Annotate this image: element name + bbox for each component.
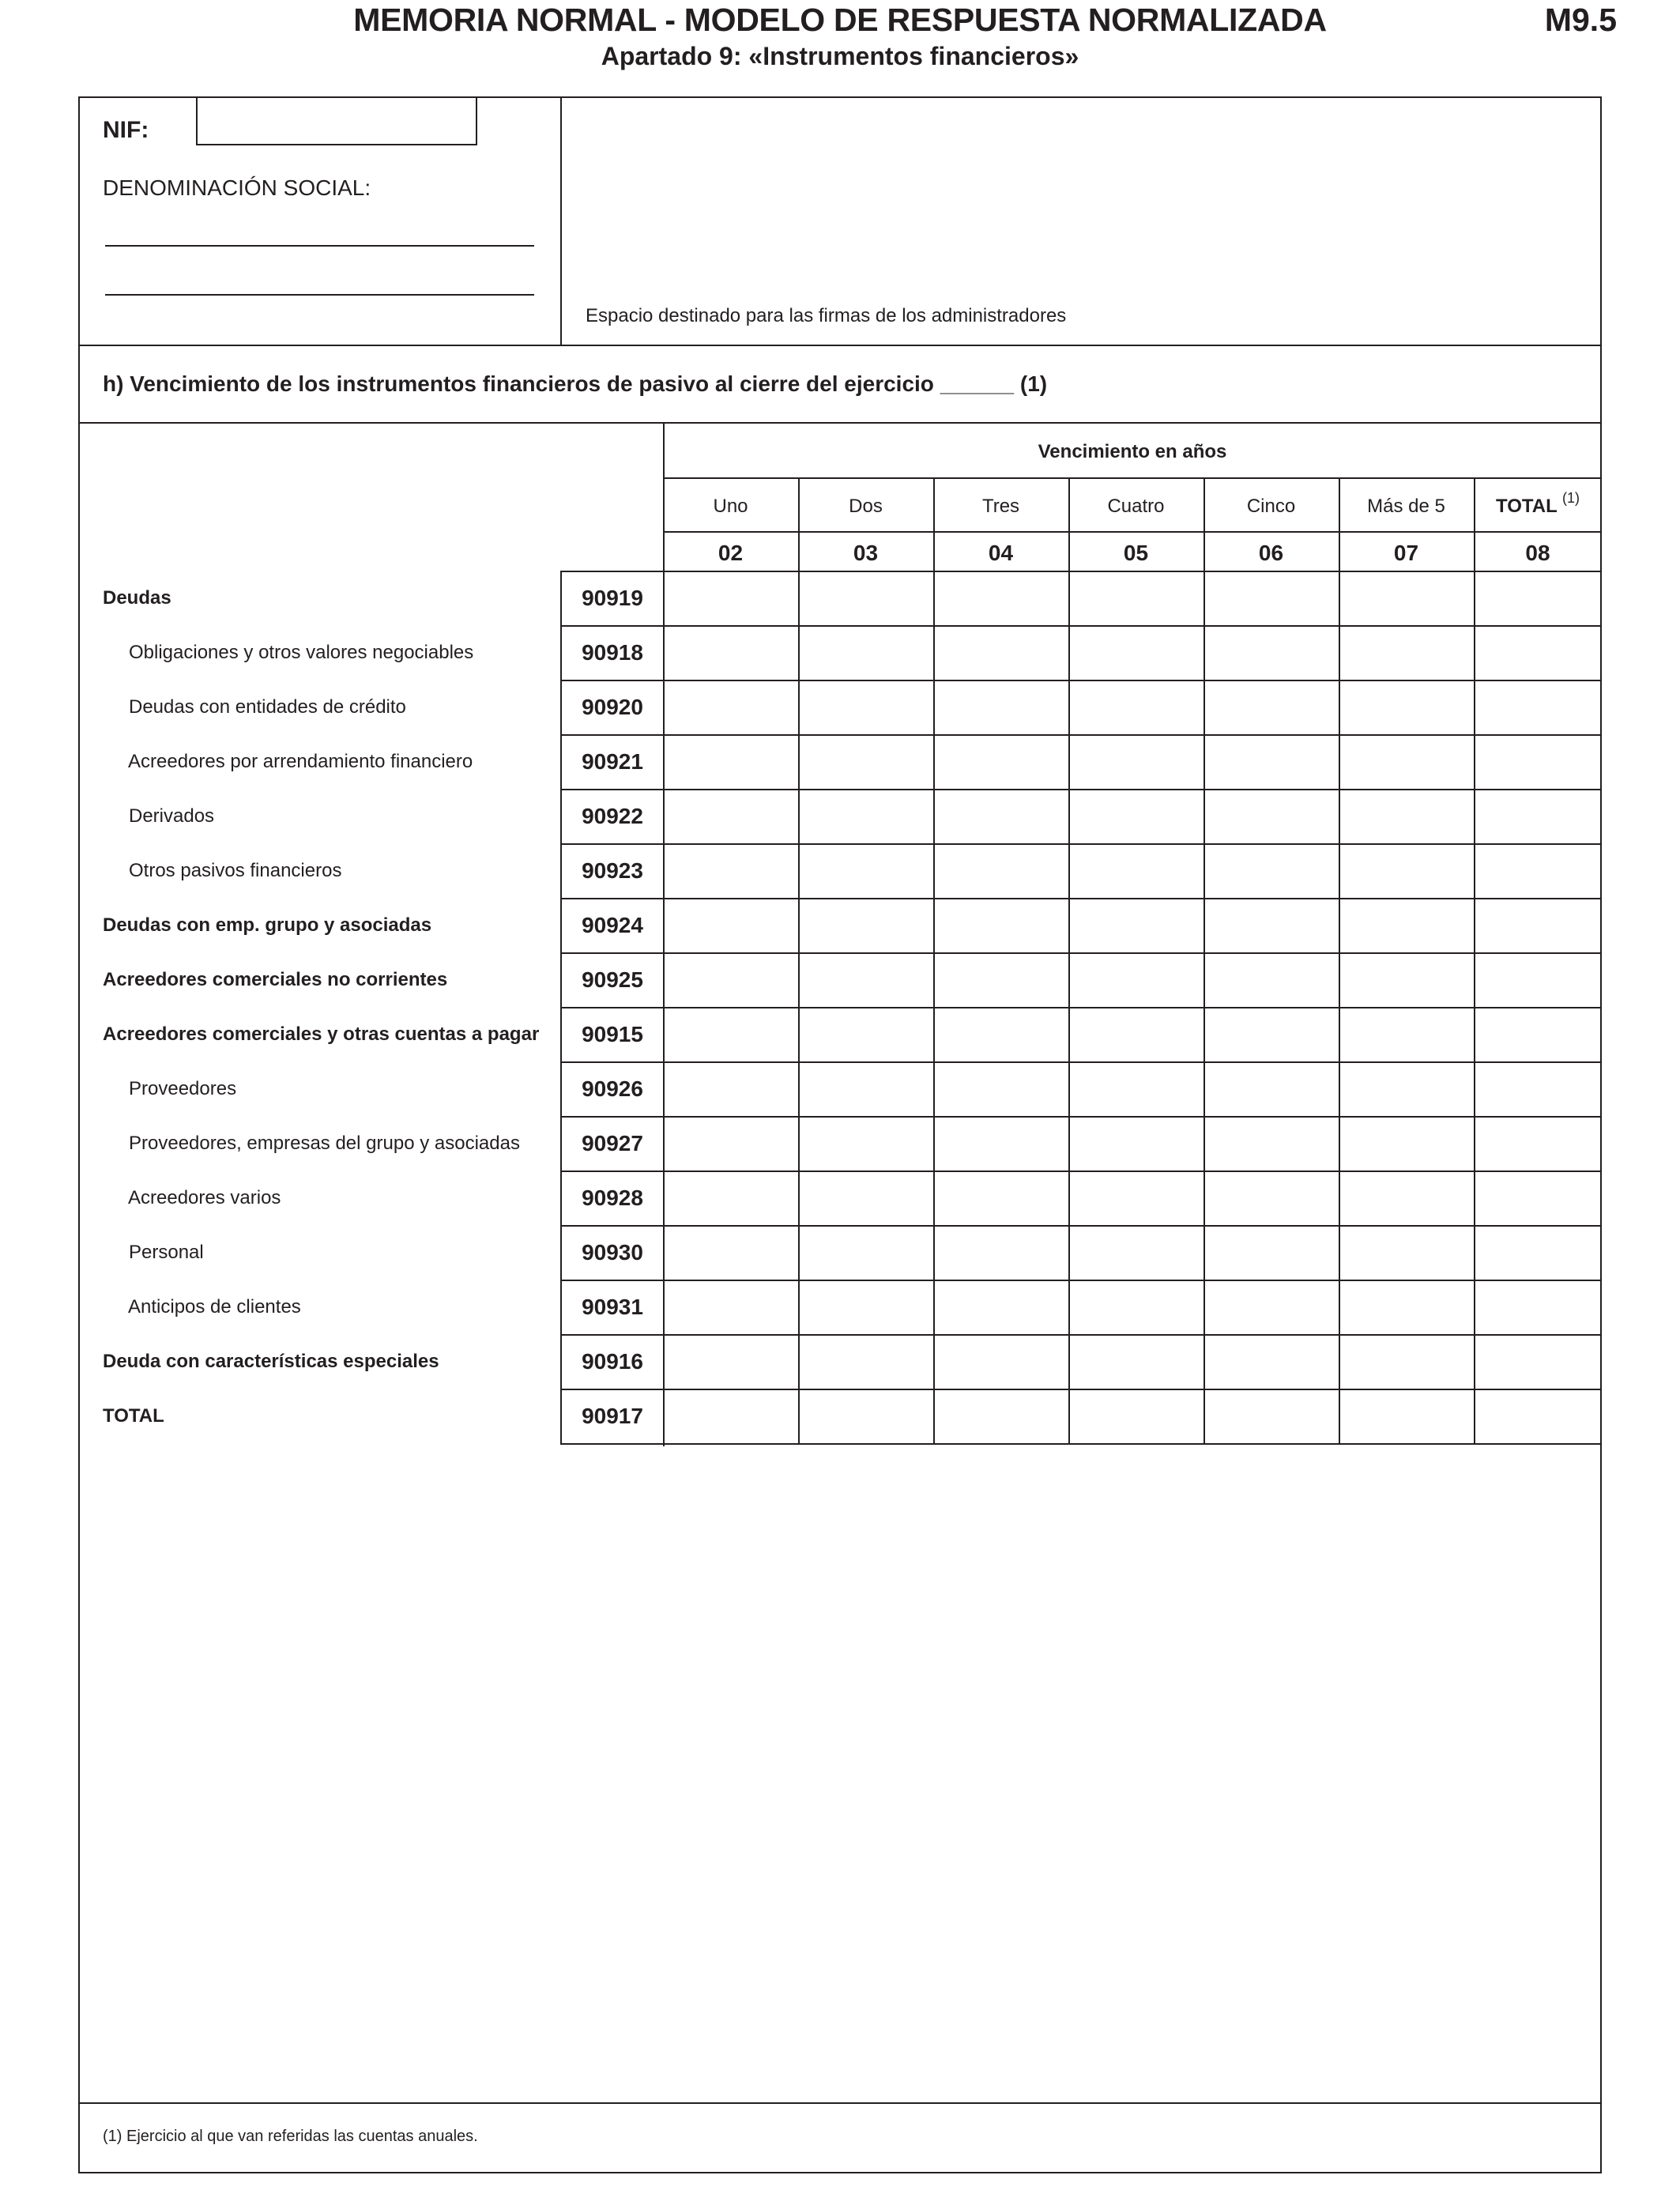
input-cell[interactable]	[798, 571, 933, 625]
nif-label: NIF:	[103, 117, 149, 143]
input-cell[interactable]	[1203, 789, 1339, 843]
nif-field[interactable]	[196, 96, 477, 145]
column-header-label: Más de 5	[1367, 496, 1445, 517]
input-cell[interactable]	[798, 680, 933, 734]
column-code: 07	[1393, 541, 1419, 565]
row-code: 90925	[582, 967, 643, 992]
row-code: 90919	[582, 586, 643, 610]
input-cell[interactable]	[1339, 1280, 1474, 1334]
row-label: Proveedores	[129, 1078, 237, 1099]
column-header-label: Dos	[849, 496, 883, 517]
input-cell[interactable]	[798, 843, 933, 898]
input-cell[interactable]	[933, 1116, 1068, 1171]
row-code: 90917	[582, 1404, 643, 1428]
denominacion-line-2[interactable]	[105, 294, 534, 296]
column-header-label: Tres	[981, 496, 1020, 517]
row-code: 90930	[582, 1240, 643, 1265]
input-cell[interactable]	[663, 1007, 798, 1061]
input-cell[interactable]	[798, 898, 933, 952]
input-cell[interactable]	[1068, 843, 1203, 898]
input-cell[interactable]	[1068, 680, 1203, 734]
document-subtitle: Apartado 9: «Instrumentos financieros»	[601, 42, 1079, 70]
row-label: Deudas	[103, 587, 171, 609]
input-cell[interactable]	[663, 1334, 798, 1389]
row-label: Obligaciones y otros valores negociables	[129, 642, 474, 663]
input-cell[interactable]	[1068, 571, 1203, 625]
input-cell[interactable]	[1474, 1007, 1602, 1061]
column-code: 02	[718, 541, 744, 565]
row-label: Deuda con características especiales	[103, 1351, 439, 1372]
input-cell[interactable]	[1068, 625, 1203, 680]
row-label: TOTAL	[103, 1405, 164, 1427]
row-label: Derivados	[129, 805, 215, 827]
input-cell[interactable]	[1339, 789, 1474, 843]
input-cell[interactable]	[1339, 1225, 1474, 1280]
input-cell[interactable]	[663, 898, 798, 952]
input-cell[interactable]	[1068, 789, 1203, 843]
vencimiento-header: Vencimiento en años	[1038, 441, 1227, 462]
row-label: Proveedores, empresas del grupo y asociadas	[129, 1133, 520, 1154]
input-cell[interactable]	[1474, 1389, 1602, 1443]
column-header	[1203, 477, 1339, 530]
column-header-note: (1)	[1562, 490, 1580, 506]
input-cell[interactable]	[1203, 1061, 1339, 1116]
input-cell[interactable]	[933, 680, 1068, 734]
row-label: Acreedores comerciales no corrientes	[103, 969, 448, 990]
input-cell[interactable]	[933, 734, 1068, 789]
input-cell[interactable]	[663, 1389, 798, 1443]
column-header	[933, 477, 1068, 530]
input-cell[interactable]	[1068, 1334, 1203, 1389]
row-code: 90922	[582, 804, 643, 828]
input-cell[interactable]	[933, 625, 1068, 680]
input-cell[interactable]	[798, 625, 933, 680]
input-cell[interactable]	[933, 1061, 1068, 1116]
input-cell[interactable]	[933, 1171, 1068, 1225]
input-cell[interactable]	[663, 571, 798, 625]
footnote-rule	[78, 2102, 1602, 2104]
input-cell[interactable]	[1203, 1007, 1339, 1061]
input-cell[interactable]	[1068, 952, 1203, 1007]
column-code: 06	[1258, 541, 1284, 565]
input-cell[interactable]	[1068, 1389, 1203, 1443]
input-cell[interactable]	[1203, 1116, 1339, 1171]
column-code: 05	[1123, 541, 1149, 565]
footnote: (1) Ejercicio al que van referidas las cuentas anuales.	[103, 2128, 478, 2145]
row-label: Deudas con entidades de crédito	[129, 696, 406, 718]
row-label: Anticipos de clientes	[128, 1296, 301, 1318]
input-cell[interactable]	[663, 625, 798, 680]
input-cell[interactable]	[1203, 843, 1339, 898]
input-cell[interactable]	[663, 734, 798, 789]
input-cell[interactable]	[1068, 734, 1203, 789]
row-code: 90926	[582, 1076, 643, 1101]
input-cell[interactable]	[663, 1280, 798, 1334]
column-header-label: Cinco	[1246, 496, 1296, 517]
input-cell[interactable]	[933, 1225, 1068, 1280]
document-title: MEMORIA NORMAL - MODELO DE RESPUESTA NORMALIZADA	[353, 2, 1327, 38]
denominacion-label: DENOMINACIÓN SOCIAL:	[103, 175, 371, 200]
input-cell[interactable]	[1474, 734, 1602, 789]
input-cell[interactable]	[1203, 1280, 1339, 1334]
input-cell[interactable]	[1474, 952, 1602, 1007]
input-cell[interactable]	[933, 843, 1068, 898]
row-rule	[560, 1443, 1602, 1445]
input-cell[interactable]	[1474, 571, 1602, 625]
firmas-label: Espacio destinado para las firmas de los administradores	[586, 305, 1067, 326]
input-cell[interactable]	[1068, 1116, 1203, 1171]
input-cell[interactable]	[1339, 1334, 1474, 1389]
input-cell[interactable]	[1203, 1171, 1339, 1225]
input-cell[interactable]	[1203, 625, 1339, 680]
input-cell[interactable]	[933, 1334, 1068, 1389]
input-cell[interactable]	[1203, 952, 1339, 1007]
input-cell[interactable]	[798, 1389, 933, 1443]
input-cell[interactable]	[798, 789, 933, 843]
row-label: Otros pasivos financieros	[129, 860, 342, 881]
input-cell[interactable]	[1474, 625, 1602, 680]
input-cell[interactable]	[798, 952, 933, 1007]
column-code: 04	[988, 541, 1014, 565]
input-cell[interactable]	[1339, 680, 1474, 734]
input-cell[interactable]	[1339, 952, 1474, 1007]
column-code: 08	[1525, 541, 1550, 565]
input-cell[interactable]	[1339, 571, 1474, 625]
input-cell[interactable]	[933, 898, 1068, 952]
input-cell[interactable]	[1474, 898, 1602, 952]
row-code: 90924	[582, 913, 643, 937]
input-cell[interactable]	[1203, 1334, 1339, 1389]
column-header	[663, 477, 798, 530]
input-cell[interactable]	[1339, 843, 1474, 898]
input-cell[interactable]	[1203, 1389, 1339, 1443]
input-cell[interactable]	[1474, 1280, 1602, 1334]
input-cell[interactable]	[798, 1171, 933, 1225]
row-code: 90918	[582, 640, 643, 665]
input-cell[interactable]	[1068, 1225, 1203, 1280]
column-header	[1339, 477, 1474, 530]
denominacion-line-1[interactable]	[105, 245, 534, 247]
section-title: h) Vencimiento de los instrumentos financieros de pasivo al cierre del ejercicio ______ (1)	[103, 371, 1048, 396]
row-label: Acreedores por arrendamiento financiero	[128, 751, 473, 772]
input-cell[interactable]	[1474, 1171, 1602, 1225]
row-code: 90928	[582, 1186, 643, 1210]
input-cell[interactable]	[933, 789, 1068, 843]
input-cell[interactable]	[1474, 1116, 1602, 1171]
input-cell[interactable]	[1474, 1334, 1602, 1389]
input-cell[interactable]	[798, 1225, 933, 1280]
input-cell[interactable]	[1474, 1225, 1602, 1280]
row-label: Deudas con emp. grupo y asociadas	[103, 914, 432, 936]
input-cell[interactable]	[1068, 1280, 1203, 1334]
input-cell[interactable]	[1339, 1171, 1474, 1225]
form-code: M9.5	[1544, 2, 1617, 38]
input-cell[interactable]	[933, 1007, 1068, 1061]
column-header-label: Cuatro	[1107, 496, 1165, 517]
input-cell[interactable]	[933, 1389, 1068, 1443]
input-cell[interactable]	[1339, 1116, 1474, 1171]
input-cell[interactable]	[663, 1061, 798, 1116]
input-cell[interactable]	[1339, 1389, 1474, 1443]
input-cell[interactable]	[1203, 734, 1339, 789]
input-cell[interactable]	[1474, 789, 1602, 843]
row-label: Acreedores varios	[128, 1187, 281, 1208]
row-label: Acreedores comerciales y otras cuentas a pagar	[103, 1023, 540, 1045]
section-bottom-rule	[78, 422, 1602, 424]
input-cell[interactable]	[663, 1225, 798, 1280]
row-code: 90923	[582, 858, 643, 883]
input-cell[interactable]	[1203, 680, 1339, 734]
row-code: 90927	[582, 1131, 643, 1155]
column-header-label: Uno	[713, 496, 748, 517]
input-cell[interactable]	[1339, 898, 1474, 952]
input-cell[interactable]	[1068, 1007, 1203, 1061]
row-code: 90916	[582, 1349, 643, 1374]
input-cell[interactable]	[1474, 1061, 1602, 1116]
input-cell[interactable]	[933, 571, 1068, 625]
input-cell[interactable]	[1203, 898, 1339, 952]
column-header	[798, 477, 933, 530]
input-cell[interactable]	[1339, 1061, 1474, 1116]
input-cell[interactable]	[663, 1116, 798, 1171]
input-cell[interactable]	[798, 1061, 933, 1116]
column-code: 03	[853, 541, 879, 565]
input-cell[interactable]	[1203, 1225, 1339, 1280]
input-cell[interactable]	[798, 1280, 933, 1334]
input-cell[interactable]	[933, 1280, 1068, 1334]
input-cell[interactable]	[798, 1334, 933, 1389]
column-header-label: TOTAL	[1495, 496, 1558, 517]
column-header	[1474, 477, 1602, 530]
input-cell[interactable]	[1068, 1061, 1203, 1116]
input-cell[interactable]	[798, 734, 933, 789]
id-bottom-rule	[78, 345, 1602, 346]
row-code: 90915	[582, 1022, 643, 1046]
row-code: 90931	[582, 1295, 643, 1319]
input-cell[interactable]	[663, 789, 798, 843]
input-cell[interactable]	[663, 680, 798, 734]
input-cell[interactable]	[798, 1116, 933, 1171]
input-cell[interactable]	[1474, 680, 1602, 734]
input-cell[interactable]	[1339, 734, 1474, 789]
input-cell[interactable]	[1068, 1171, 1203, 1225]
id-divider	[560, 96, 562, 346]
input-cell[interactable]	[1339, 1007, 1474, 1061]
column-header	[1068, 477, 1203, 530]
input-cell[interactable]	[663, 1171, 798, 1225]
row-code: 90921	[582, 749, 643, 774]
input-cell[interactable]	[663, 843, 798, 898]
input-cell[interactable]	[798, 1007, 933, 1061]
input-cell[interactable]	[1474, 843, 1602, 898]
row-label: Personal	[129, 1242, 204, 1263]
input-cell[interactable]	[663, 952, 798, 1007]
input-cell[interactable]	[1068, 898, 1203, 952]
row-code: 90920	[582, 695, 643, 719]
input-cell[interactable]	[1339, 625, 1474, 680]
input-cell[interactable]	[933, 952, 1068, 1007]
input-cell[interactable]	[1203, 571, 1339, 625]
